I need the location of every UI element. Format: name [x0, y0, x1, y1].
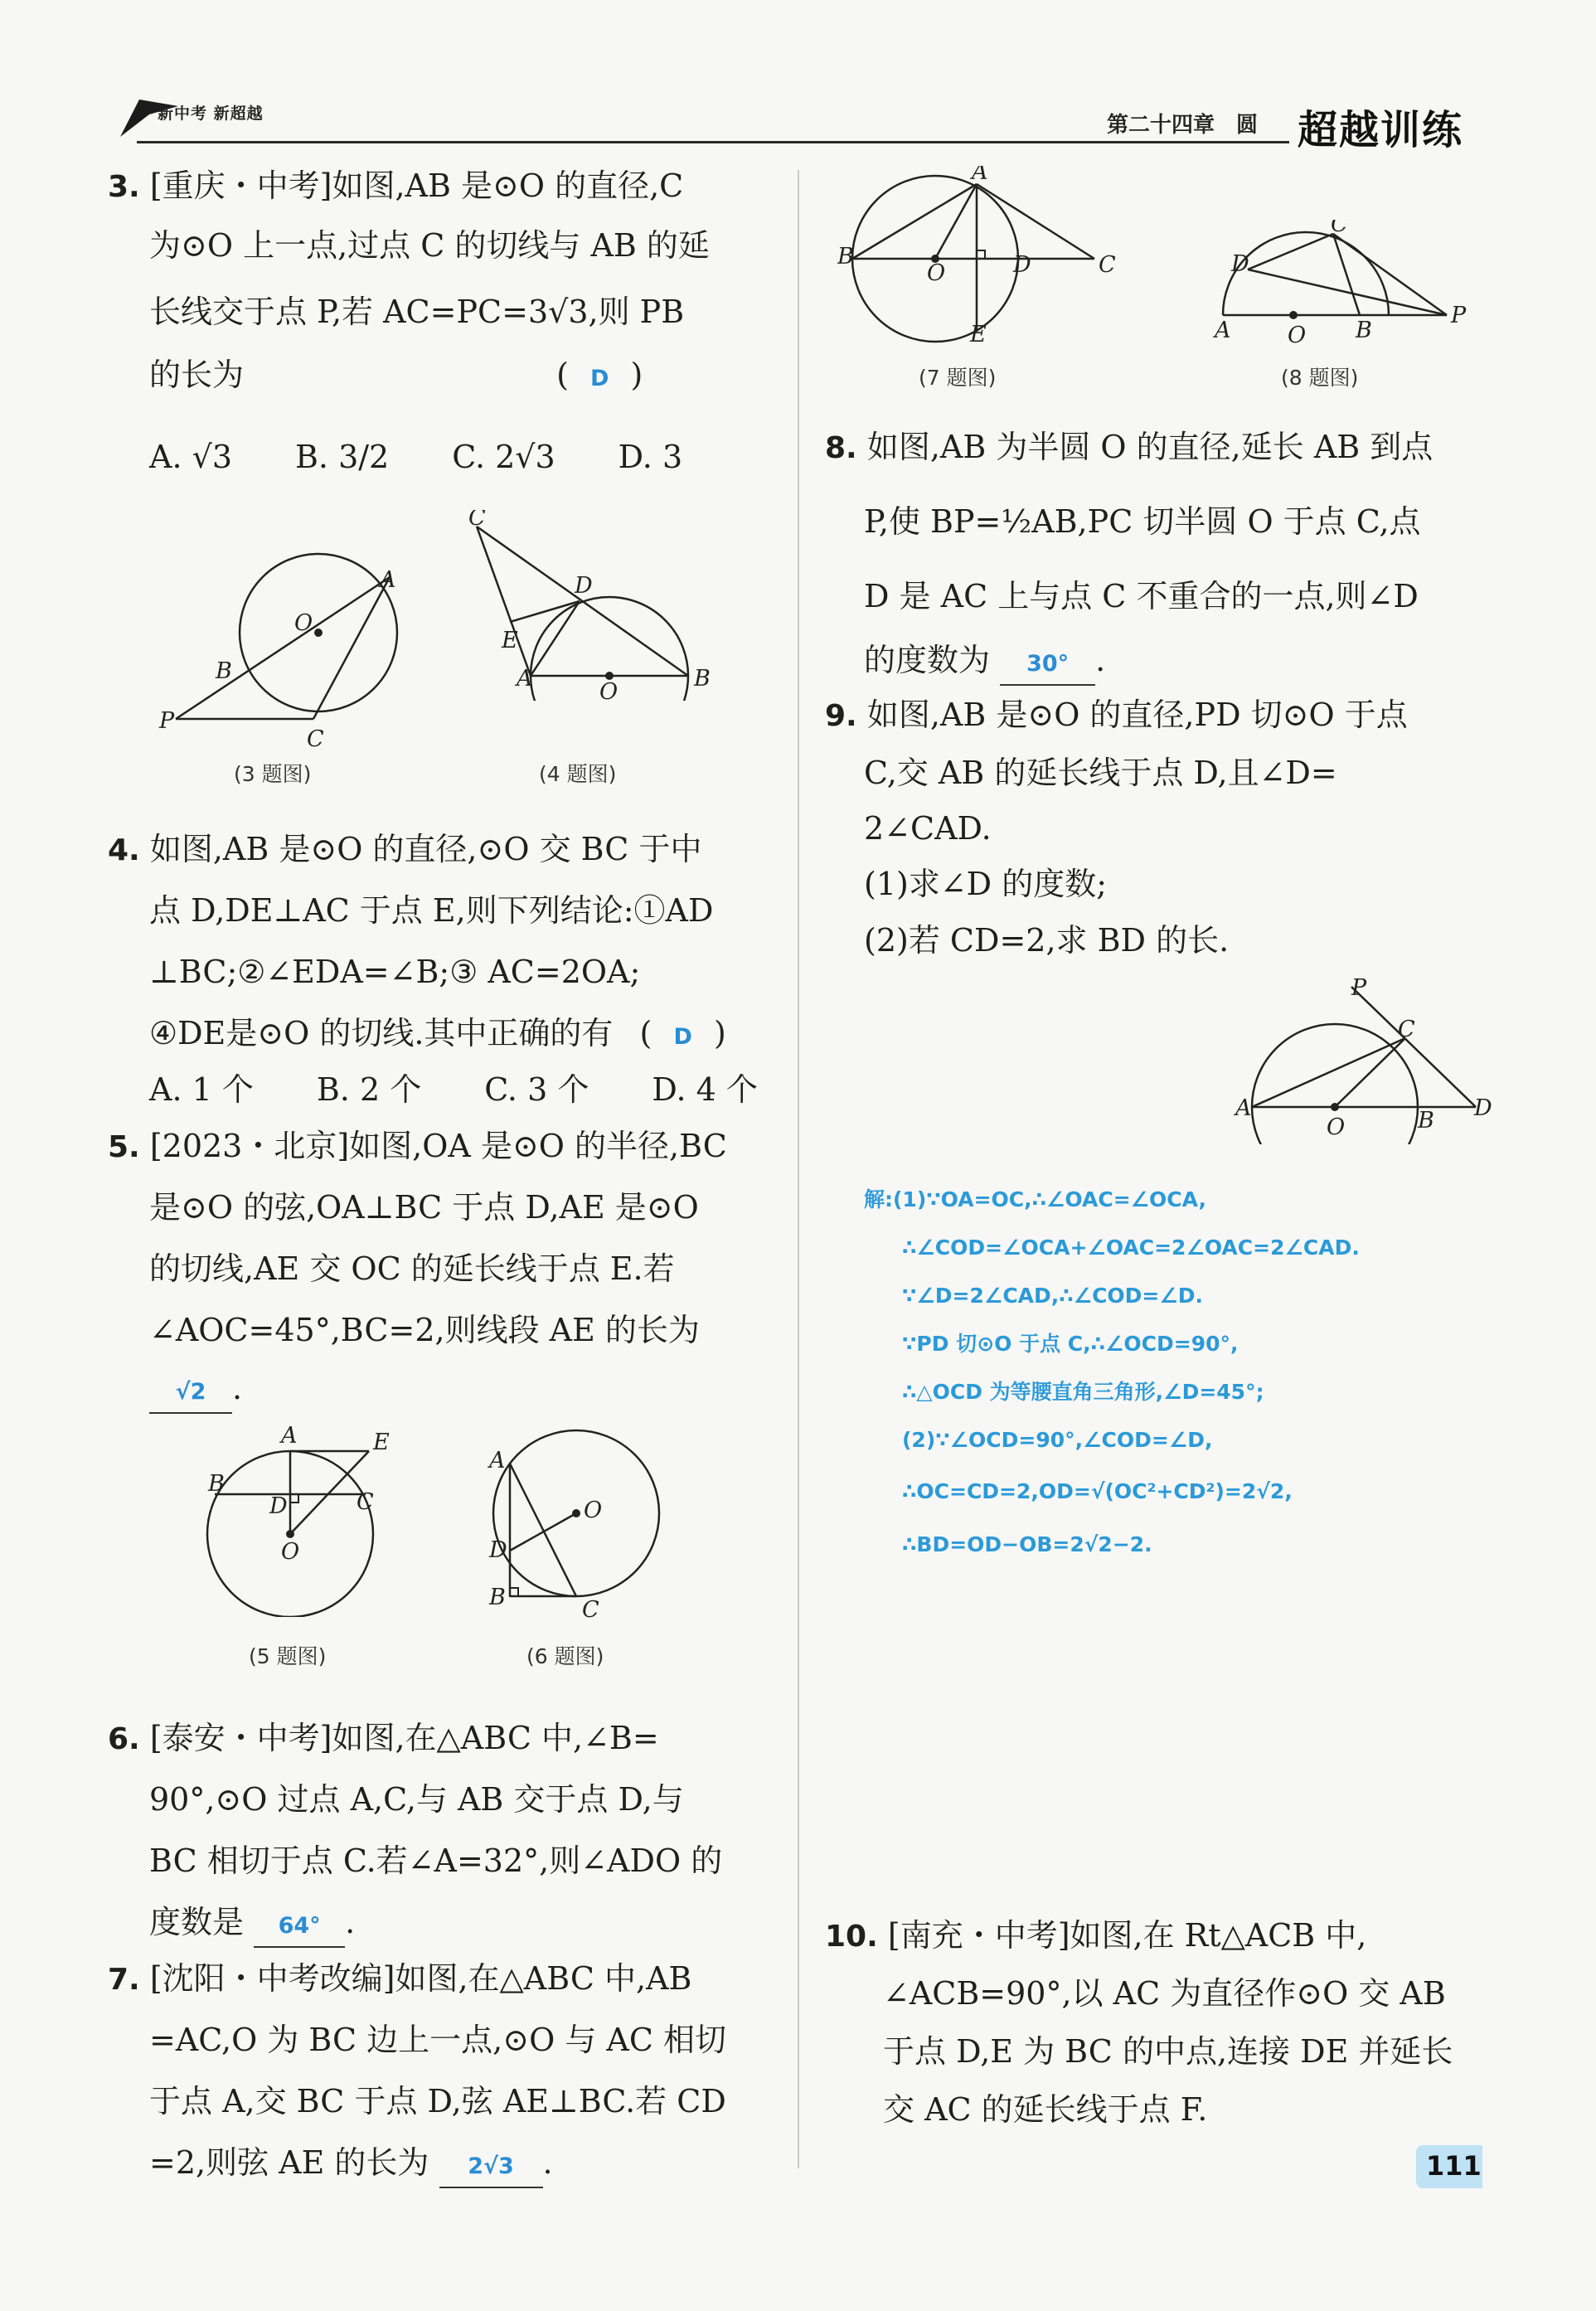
- svg-text:A: A: [1235, 1095, 1252, 1121]
- column-divider: [798, 170, 799, 2168]
- svg-text:B: B: [216, 658, 232, 684]
- svg-text:B: B: [489, 1585, 506, 1610]
- svg-text:O: O: [599, 679, 619, 701]
- svg-text:O: O: [294, 610, 313, 636]
- figure-5: [203, 1426, 452, 1617]
- q7-line4: =2,则弦 AE 的长为 2√3 .: [149, 2143, 553, 2188]
- svg-text:C: C: [1331, 220, 1348, 237]
- page-number-tab: [1416, 2145, 1482, 2188]
- q4-line3: ⊥BC;②∠EDA=∠B;③ AC=2OA;: [149, 954, 641, 990]
- q9-line1: 9. 如图,AB 是⊙O 的直径,PD 切⊙O 于点: [825, 697, 1408, 733]
- svg-text:B: B: [208, 1471, 225, 1497]
- svg-text:C: C: [1398, 1017, 1415, 1042]
- q9-solution-6: (2)∵∠OCD=90°,∠COD=∠D,: [902, 1428, 1213, 1452]
- q3-number: 3.: [108, 170, 140, 204]
- svg-text:C: C: [582, 1597, 599, 1623]
- caption-8: (8 题图): [1281, 366, 1359, 390]
- q6-number: 6.: [108, 1722, 140, 1756]
- q6-line3: BC 相切于点 C.若∠A=32°,则∠ADO 的: [149, 1842, 723, 1879]
- q5-answer: √2: [175, 1379, 206, 1405]
- svg-text:C: C: [357, 1489, 374, 1515]
- svg-text:P: P: [1451, 303, 1467, 328]
- svg-text:C: C: [1099, 252, 1116, 278]
- svg-text:O: O: [1288, 323, 1307, 348]
- svg-text:A: A: [380, 567, 396, 593]
- q8-number: 8.: [825, 431, 857, 465]
- q5-answer-line: √2 .: [149, 1368, 242, 1414]
- svg-text:B: B: [1356, 318, 1372, 343]
- q10-line2: ∠ACB=90°,以 AC 为直径作⊙O 交 AB: [883, 1975, 1446, 2012]
- q5-line4: ∠AOC=45°,BC=2,则线段 AE 的长为: [149, 1312, 700, 1348]
- svg-text:E: E: [373, 1430, 390, 1455]
- q5-line2: 是⊙O 的弦,OA⊥BC 于点 D,AE 是⊙O: [149, 1189, 699, 1226]
- q9-solution-2: ∴∠COD=∠OCA+∠OAC=2∠OAC=2∠CAD.: [902, 1236, 1360, 1260]
- q3-options: A. √3 B. 3/2 C. 2√3 D. 3: [149, 439, 683, 475]
- q8-line4: 的度数为 30° .: [864, 640, 1105, 686]
- caption-3: (3 题图): [234, 762, 312, 786]
- q8-line1: 8. 如图,AB 为半圆 O 的直径,延长 AB 到点: [825, 429, 1433, 465]
- chapter-title: 第二十四章 圆: [1107, 113, 1259, 138]
- figure-8: [1198, 220, 1480, 352]
- q9-part1: (1)求∠D 的度数;: [864, 866, 1108, 902]
- q6-answer: 64°: [278, 1913, 321, 1939]
- svg-text:A: A: [972, 166, 988, 185]
- q8-line3: D 是 AC 上与点 C 不重合的一点,则∠D: [864, 578, 1419, 614]
- svg-text:A: A: [517, 666, 533, 692]
- svg-text:E: E: [502, 628, 518, 653]
- svg-text:D: D: [1231, 251, 1249, 277]
- svg-text:A: A: [281, 1426, 298, 1449]
- svg-text:C: C: [468, 510, 486, 531]
- q4-line1: 4. 如图,AB 是⊙O 的直径,⊙O 交 BC 于中: [108, 831, 702, 867]
- q9-solution-7: ∴OC=CD=2,OD=√(OC²+CD²)=2√2,: [902, 1479, 1293, 1503]
- figure-7: [837, 166, 1119, 357]
- svg-text:O: O: [927, 260, 946, 286]
- q6-line4: 度数是 64° .: [149, 1902, 355, 1948]
- q9-solution-1: 解:(1)∵OA=OC,∴∠OAC=∠OCA,: [864, 1187, 1206, 1211]
- caption-7: (7 题图): [919, 366, 997, 390]
- svg-text:D: D: [269, 1493, 288, 1519]
- caption-5: (5 题图): [249, 1644, 327, 1668]
- svg-text:D: D: [1474, 1095, 1492, 1121]
- q7-line1: 7. [沈阳・中考改编]如图,在△ABC 中,AB: [108, 1960, 692, 1997]
- figure-4: [460, 510, 717, 701]
- figure-3: [158, 547, 423, 755]
- q6-line2: 90°,⊙O 过点 A,C,与 AB 交于点 D,与: [149, 1781, 684, 1818]
- svg-text:A: A: [489, 1448, 506, 1474]
- q3-line3: 长线交于点 P,若 AC=PC=3√3,则 PB: [149, 294, 685, 330]
- svg-text:C: C: [307, 726, 324, 752]
- q4-line2: 点 D,DE⊥AC 于点 E,则下列结论:①AD: [149, 892, 714, 929]
- q7-answer: 2√3: [468, 2153, 514, 2179]
- svg-text:D: D: [489, 1537, 507, 1563]
- q9-number: 9.: [825, 699, 857, 733]
- svg-text:A: A: [1215, 318, 1231, 343]
- q5-line1: 5. [2023・北京]如图,OA 是⊙O 的半径,BC: [108, 1128, 727, 1164]
- q8-line2: P,使 BP=½AB,PC 切半圆 O 于点 C,点: [864, 503, 1421, 540]
- q9-line2: C,交 AB 的延长线于点 D,且∠D=: [864, 755, 1337, 791]
- svg-text:P: P: [159, 708, 175, 734]
- q3-answer: D: [590, 366, 609, 391]
- q3-line1: 3. [重庆・中考]如图,AB 是⊙O 的直径,C: [108, 167, 684, 204]
- q7-number: 7.: [108, 1963, 140, 1997]
- figure-6: [481, 1426, 696, 1625]
- svg-text:O: O: [1327, 1114, 1346, 1140]
- header-rule: [137, 141, 1289, 143]
- svg-text:O: O: [281, 1539, 300, 1565]
- q9-solution-5: ∴△OCD 为等腰直角三角形,∠D=45°;: [902, 1380, 1264, 1404]
- svg-text:D: D: [575, 573, 593, 599]
- q6-line1: 6. [泰安・中考]如图,在△ABC 中,∠B=: [108, 1720, 659, 1756]
- q10-line3: 于点 D,E 为 BC 的中点,连接 DE 并延长: [883, 2033, 1453, 2070]
- q9-solution-3: ∵∠D=2∠CAD,∴∠COD=∠D.: [902, 1284, 1204, 1308]
- q7-line3: 于点 A,交 BC 于点 D,弦 AE⊥BC.若 CD: [149, 2083, 726, 2119]
- figure-9: [1227, 978, 1501, 1144]
- q3-line2: 为⊙O 上一点,过点 C 的切线与 AB 的延: [149, 227, 710, 264]
- page-number: 111: [1426, 2150, 1482, 2182]
- q9-line3: 2∠CAD.: [864, 810, 992, 847]
- q9-solution-4: ∵PD 切⊙O 于点 C,∴∠OCD=90°,: [902, 1332, 1239, 1356]
- q9-part2: (2)若 CD=2,求 BD 的长.: [864, 922, 1230, 959]
- svg-text:B: B: [1418, 1108, 1434, 1134]
- caption-4: (4 题图): [539, 762, 617, 786]
- caption-6: (6 题图): [526, 1644, 604, 1668]
- q7-line2: =AC,O 为 BC 边上一点,⊙O 与 AC 相切: [149, 2022, 727, 2058]
- svg-text:B: B: [837, 244, 854, 269]
- q8-answer: 30°: [1026, 651, 1070, 677]
- q10-number: 10.: [825, 1920, 878, 1954]
- q5-line3: 的切线,AE 交 OC 的延长线于点 E.若: [149, 1250, 675, 1287]
- svg-text:E: E: [970, 322, 987, 347]
- q4-answer: D: [673, 1024, 692, 1050]
- q3-line4: 的长为 ( D ): [149, 357, 643, 393]
- q5-number: 5.: [108, 1130, 140, 1164]
- q4-line4: ④DE是⊙O 的切线.其中正确的有 ( D ): [149, 1015, 726, 1051]
- svg-text:O: O: [584, 1498, 603, 1523]
- q10-line4: 交 AC 的延长线于点 F.: [883, 2091, 1208, 2128]
- svg-text:D: D: [1013, 252, 1031, 278]
- q4-options: A. 1 个 B. 2 个 C. 3 个 D. 4 个: [149, 1071, 758, 1108]
- series-title: 超越训练: [1298, 107, 1464, 153]
- svg-text:P: P: [1351, 978, 1367, 1001]
- brand-name: 新中考 新超越: [158, 104, 264, 123]
- q10-line1: 10. [南充・中考]如图,在 Rt△ACB 中,: [825, 1917, 1367, 1954]
- svg-text:B: B: [694, 666, 711, 692]
- q9-solution-8: ∴BD=OD−OB=2√2−2.: [902, 1532, 1152, 1556]
- q4-number: 4.: [108, 833, 140, 867]
